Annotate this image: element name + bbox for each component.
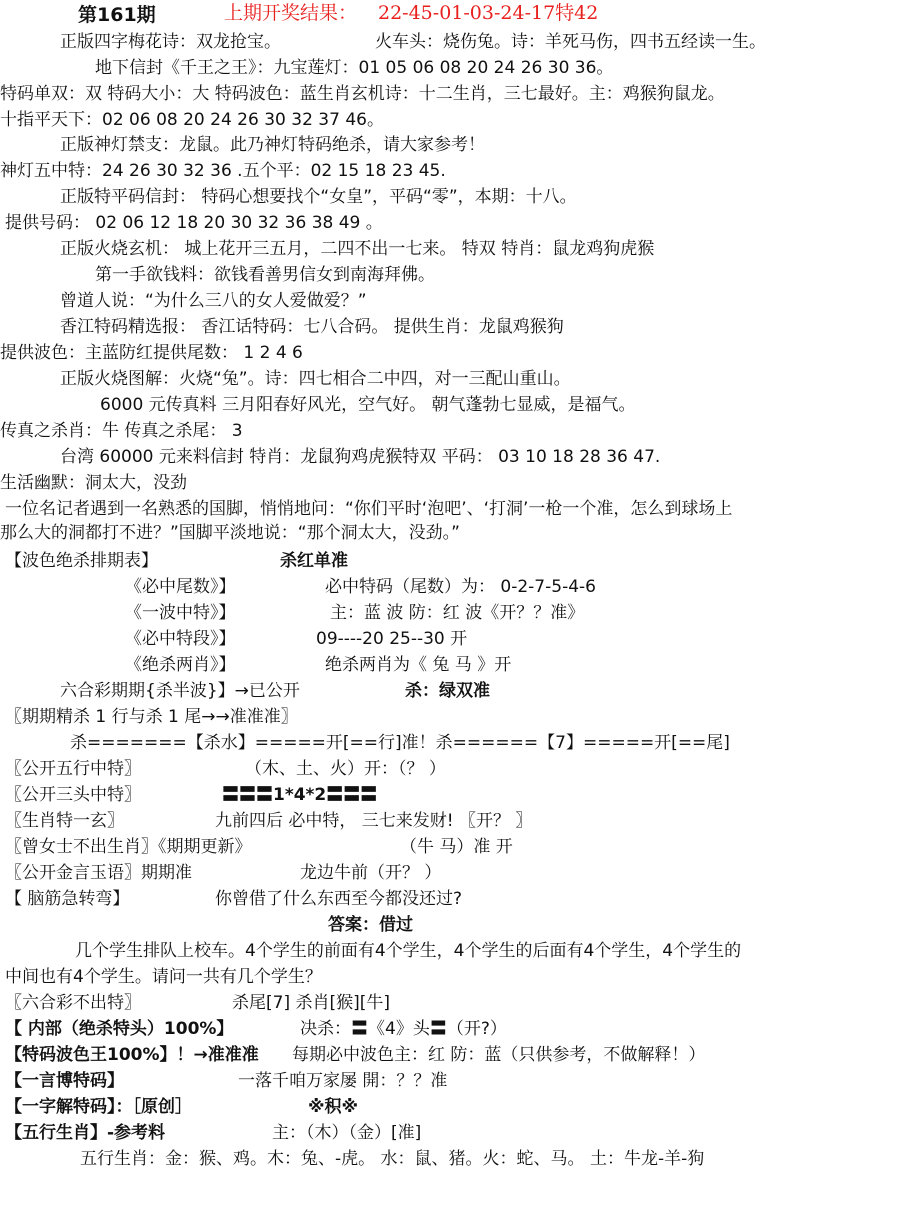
no-special-value: 杀尾[7] 杀肖[猴][牛] (232, 993, 391, 1013)
line-fax-material: 6000 元传真料 三月阳春好风光，空气好。 朝气蓬勃七显威，是福气。 (100, 395, 636, 415)
line-special-code-attrs: 特码单双：双 特码大小：大 特码波色：蓝生肖玄机诗：十二生肖，三七最好。主：鸡猴狗鼠龙。 (0, 84, 725, 104)
riddle-answer: 答案：借过 (328, 915, 413, 935)
students-riddle-2: 中间也有4个学生。请问一共有几个学生？ (5, 967, 322, 987)
result-numbers: 22-45-01-03-24-17特42 (378, 2, 599, 24)
five-zodiac-label: 【五行生肖】-参考料 (5, 1123, 166, 1143)
line-lamp-ban: 正版神灯禁支：龙鼠。此乃神灯特码绝杀，请大家参考！ (60, 135, 485, 155)
must-tail-value: 必中特码（尾数）为： 0-2-7-5-4-6 (325, 577, 596, 597)
line-taoist-saying: 曾道人说：“为什么三八的女人爱做爱？” (60, 291, 367, 311)
line-lamp-five: 神灯五中特：24 26 30 32 36 .五个平：02 15 18 23 45. (0, 161, 446, 181)
line-fire-mystery: 正版火烧玄机： 城上花开三五月，二四不出一七来。 特双 特肖：鼠龙鸡狗虎猴 (60, 239, 655, 259)
result-label: 上期开奖结果： (224, 2, 358, 24)
line-underground-envelope: 地下信封《千王之王》：九宝莲灯：01 05 06 08 20 24 26 30 36。 (95, 58, 614, 78)
line-humor-body-2: 那么大的洞都打不进？”国脚平淡地说：“那个洞太大，没劲。” (0, 523, 460, 543)
line-train-head: 火车头：烧伤兔。诗：羊死马伤，四书五经读一生。 (375, 32, 766, 52)
precise-kill-heading: 〖期期精杀 1 行与杀 1 尾→→准准准〗 (5, 707, 298, 727)
zodiac-mystery-value: 九前四后 必中特， 三七来发财! 〖开？ 〗 (215, 811, 533, 831)
must-segment-value: 09----20 25--30 开 (316, 629, 468, 649)
zodiac-mystery-label: 〖生肖特一玄〗 (5, 811, 124, 831)
line-ten-fingers: 十指平天下：02 06 08 20 24 26 30 32 37 46。 (0, 110, 384, 130)
line-plum-poem: 正版四字梅花诗：双龙抢宝。 (60, 32, 281, 52)
half-wave-label: 六合彩期期{杀半波}】→已公开 (60, 681, 300, 701)
riddle-label: 【 脑筋急转弯】 (5, 889, 130, 909)
internal-kill-value: 决杀：〓《4》头〓（开?） (300, 1019, 507, 1039)
line-humor-title: 生活幽默：洞太大，没劲 (0, 473, 187, 493)
kill-schedule-heading: 【波色绝杀排期表】 (5, 551, 158, 571)
one-wave-label: 《一波中特》】 (125, 603, 236, 623)
line-taiwan-envelope: 台湾 60000 元来料信封 特肖：龙鼠狗鸡虎猴特双 平码： 03 10 18 28 36 47. (60, 447, 661, 467)
three-heads-value: 〓〓〓1*4*2〓〓〓 (222, 785, 378, 805)
no-special-label: 〖六合彩不出特〗 (5, 993, 141, 1013)
kill-water-line: 杀=======【杀水】=====开[==行]准！杀======【7】=====开[==尾] (70, 733, 730, 753)
kill-two-value: 绝杀两肖为《 兔 马 》开 (325, 655, 512, 675)
internal-kill-label: 【 内部（绝杀特头）100%】 (5, 1019, 234, 1039)
riddle-question: 你曾借了什么东西至今都没还过? (215, 889, 463, 909)
kill-two-label: 《绝杀两肖》】 (125, 655, 236, 675)
five-elements-label: 〖公开五行中特〗 (5, 759, 141, 779)
one-word-bet-label: 【一言博特码】 (5, 1071, 124, 1091)
line-fax-kill: 传真之杀肖：牛 传真之杀尾： 3 (0, 421, 243, 441)
ms-zeng-label: 〖曾女士不出生肖〗《期期更新》 (5, 837, 252, 857)
line-provided-numbers: 提供号码： 02 06 12 18 20 30 32 36 38 49 。 (5, 213, 383, 233)
line-hk-special: 香江特码精选报： 香江话特码：七八合码。 提供生肖：龙鼠鸡猴狗 (60, 317, 564, 337)
must-segment-label: 《必中特段》】 (125, 629, 236, 649)
five-elements-value: （木、土、火）开：（？ ） (245, 759, 446, 779)
kill-red-label: 杀红单准 (280, 551, 348, 571)
one-word-bet-value: 一落千咱万家屡 開：？？准 (238, 1071, 448, 1091)
three-heads-label: 〖公开三头中特〗 (5, 785, 141, 805)
golden-words-label: 〖公开金言玉语〗期期准 (5, 863, 192, 883)
students-riddle-1: 几个学生排队上校车。4个学生的前面有4个学生，4个学生的后面有4个学生，4个学生的 (75, 941, 742, 961)
one-char-label: 【一字解特码】：［原创］ (5, 1097, 192, 1117)
five-zodiac-list: 五行生肖：金：猴、鸡。木：兔、-虎。 水：鼠、猪。火：蛇、马。 土：牛龙-羊-狗 (80, 1149, 705, 1169)
golden-words-value: 龙边牛前（开？ ） (300, 863, 442, 883)
line-flat-code-envelope: 正版特平码信封： 特码心想要找个“女皇”，平码“零”，本期：十八。 (60, 187, 577, 207)
line-wave-color: 提供波色：主蓝防红提供尾数： 1 2 4 6 (0, 343, 303, 363)
period-title: 第161期 (78, 4, 156, 26)
line-first-hand: 第一手欲钱料：欲钱看善男信女到南海拜佛。 (95, 265, 435, 285)
one-char-value: ※积※ (308, 1097, 359, 1117)
must-tail-label: 《必中尾数》】 (125, 577, 236, 597)
five-zodiac-main: 主：（木）（金）[准] (272, 1123, 422, 1143)
wave-king-value: 每期必中波色主：红 防：蓝（只供参考，不做解释！） (292, 1045, 706, 1065)
ms-zeng-value: （牛 马）准 开 (400, 837, 513, 857)
wave-king-label: 【特码波色王100%】！→准准准 (5, 1045, 259, 1065)
line-humor-body-1: 一位名记者遇到一名熟悉的国脚，悄悄地问：“你们平时‘泡吧’、‘打洞’一枪一个准，怎么到球场上 (5, 499, 733, 519)
one-wave-value: 主：蓝 波 防：红 波《开？？准》 (330, 603, 585, 623)
kill-green-label: 杀：绿双准 (405, 681, 490, 701)
line-fire-diagram: 正版火烧图解：火烧“兔”。诗：四七相合二中四，对一三配山重山。 (60, 369, 571, 389)
